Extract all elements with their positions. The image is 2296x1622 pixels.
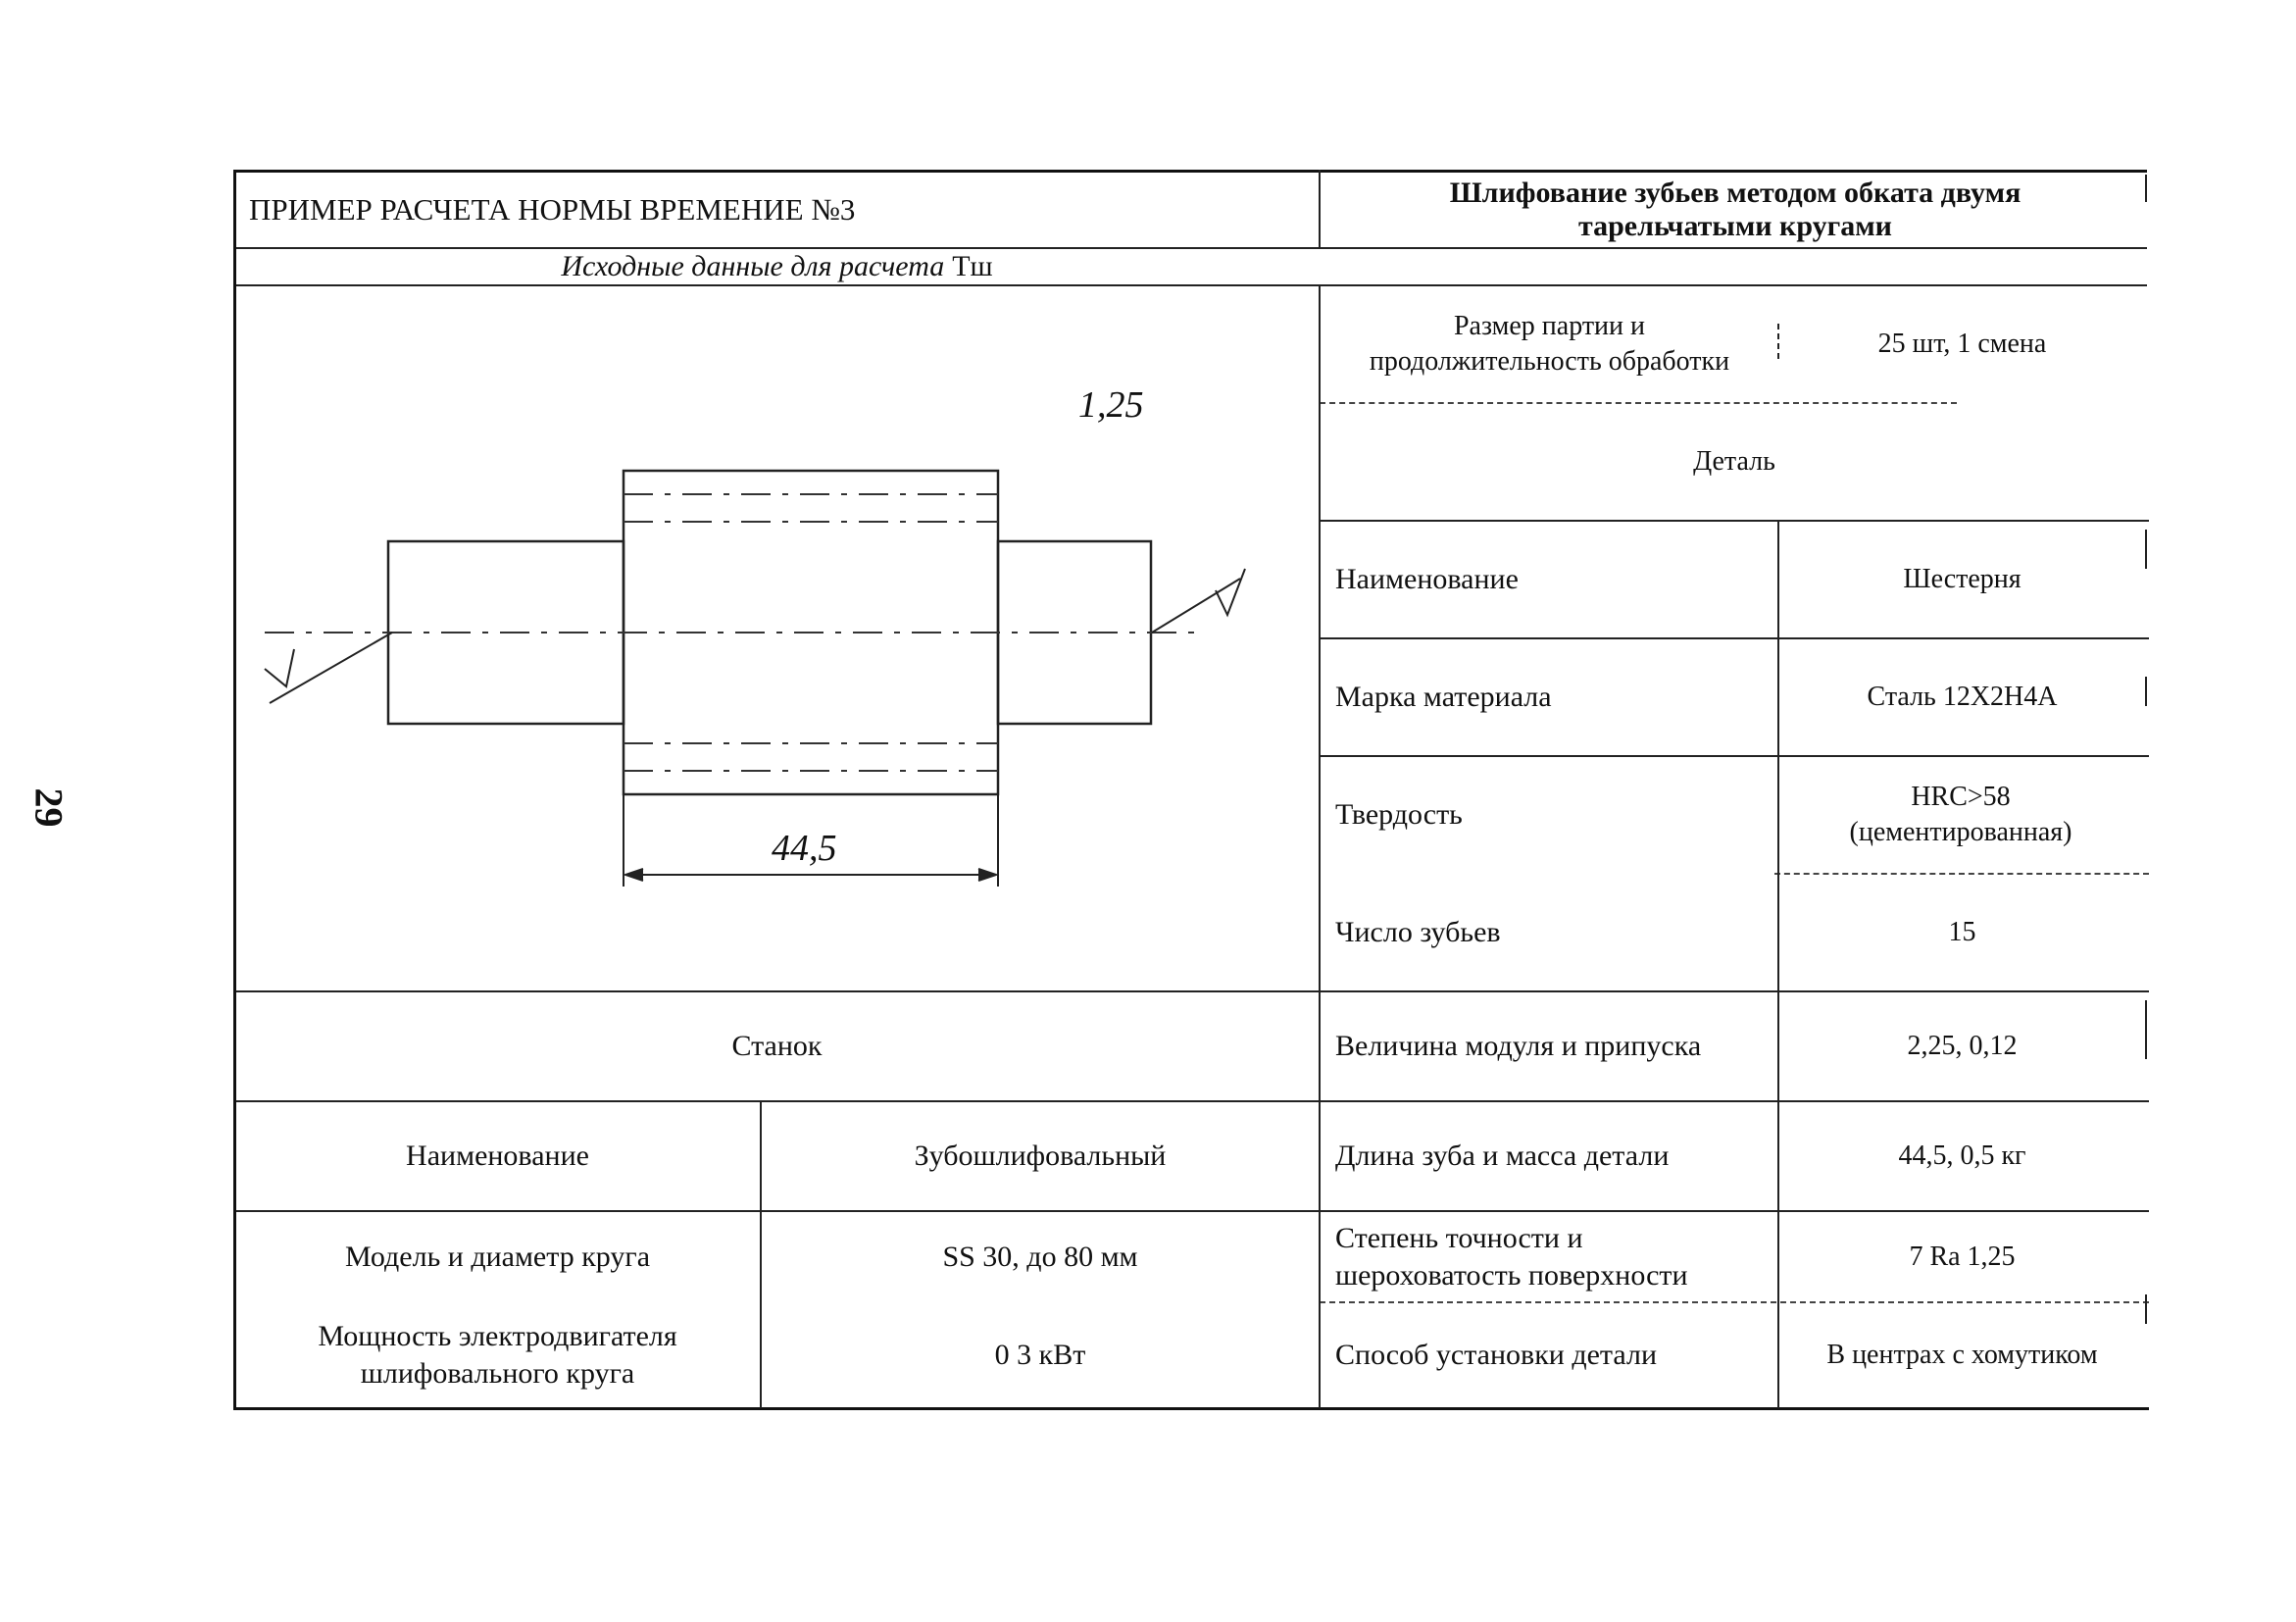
mounting-method-value: В центрах с хомутиком bbox=[1826, 1340, 2098, 1370]
gear-shaft-drawing bbox=[235, 286, 1318, 988]
tooth-length-dimension: 44,5 bbox=[772, 828, 837, 869]
batch-value: 25 шт, 1 смена bbox=[1877, 329, 2047, 359]
tooth-length-mass-value: 44,5, 0,5 кг bbox=[1898, 1140, 2026, 1171]
roughness-label: 1,25 bbox=[1078, 384, 1144, 426]
batch-label: Размер партии и продолжительность обработки bbox=[1369, 311, 1730, 377]
detail-section-title: Деталь bbox=[1693, 446, 1775, 477]
mounting-method-label: Способ установки детали bbox=[1335, 1339, 1658, 1371]
material-grade-value: Сталь 12Х2Н4А bbox=[1867, 682, 2058, 712]
detail-name-label: Наименование bbox=[1335, 563, 1519, 595]
machine-name-value: Зубошлифовальный bbox=[914, 1140, 1167, 1172]
material-grade-label: Марка материала bbox=[1335, 681, 1552, 713]
wheel-model-diameter-label: Модель и диаметр круга bbox=[344, 1241, 651, 1273]
hardness-label: Твердость bbox=[1335, 798, 1463, 831]
motor-power-label: Мощность электродвигателя шлифовального круга bbox=[318, 1320, 677, 1390]
teeth-count-value: 15 bbox=[1948, 917, 1976, 947]
page-number: 29 bbox=[26, 787, 72, 828]
header-left-title: ПРИМЕР РАСЧЕТА НОРМЫ ВРЕМЕНИЕ №3 bbox=[249, 191, 856, 227]
header-right-title: Шлифование зубьев методом обката двумя тарельчатыми кругами bbox=[1449, 176, 2021, 242]
module-allowance-label: Величина модуля и припуска bbox=[1335, 1030, 1702, 1062]
machine-name-label: Наименование bbox=[406, 1140, 589, 1172]
machine-section-title: Станок bbox=[731, 1030, 823, 1062]
accuracy-roughness-label: Степень точности и шероховатость поверхности bbox=[1335, 1222, 1688, 1292]
accuracy-roughness-value: 7 Ra 1,25 bbox=[1909, 1242, 2016, 1272]
teeth-count-label: Число зубьев bbox=[1335, 916, 1501, 948]
tooth-length-mass-label: Длина зуба и масса детали bbox=[1335, 1140, 1670, 1172]
motor-power-value: 0 3 кВт bbox=[994, 1339, 1086, 1371]
source-data-caption: Исходные данные для расчета Тш bbox=[561, 250, 993, 282]
hardness-value: HRC>58 (цементированная) bbox=[1849, 782, 2072, 847]
wheel-model-diameter-value: SS 30, до 80 мм bbox=[942, 1241, 1138, 1273]
detail-name-value: Шестерня bbox=[1903, 564, 2021, 594]
module-allowance-value: 2,25, 0,12 bbox=[1907, 1031, 2018, 1061]
